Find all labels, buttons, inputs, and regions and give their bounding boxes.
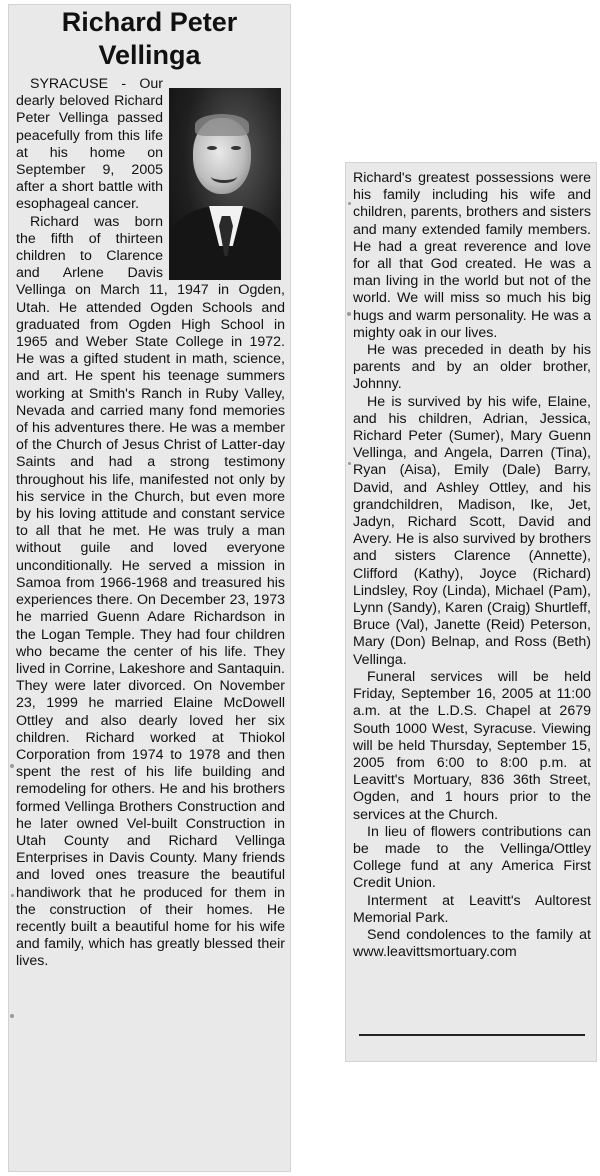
paragraph-survived: He is survived by his wife, Elaine, and his children, Adrian, Jessica, Richard Peter (Sumer), Mary Guenn Vellinga, and Angela, Darren (Tina), Ryan (Aisa), Emily (Dale) Barry, David, and Ashley Ottley, and his grandchildren, Madison, Ike, Jet, Jadyn, Richard Scott, David and Avery. He is also survived by brothers and sisters Clarence (Annette), Clifford (Kathy), Joyce (Richard) Lindsley, Roy (Linda), Michael (Pam), Lynn (Sandy), Karen (Craig) Shurtleff, Bruce (Val), Janette (Reid) Peterson, Mary (Don) Belnap, and Ross (Beth) Vellinga.	[353, 393, 591, 668]
headline-line-2: Vellinga	[98, 40, 201, 70]
headline-line-1: Richard Peter	[61, 7, 238, 37]
paragraph-life: Richard was born the fifth of thirteen children to Clarence and Arlene Davis Vellinga on March 11, 1947 in Ogden, Utah. He attended Ogden Schools and graduated from Ogden High School in 1965 and Weber State College in 1972. He was a gifted student in math, science, and art. He spent his teenage summers working at Smith's Ranch in Ruby Valley, Nevada and carried many fond memories of his adventures there. He was a member of the Church of Jesus Christ of Latter-day Saints and had a strong testimony throughout his life, manifested not only by his service in the Church, but even more by his loving attitude and constant service to all that he met. He was truly a man without guile and loved everyone unconditionally. He served a mission in Samoa from 1966-1968 and treasured his experiences there. On December 23, 1973 he married Guenn Adare Richardson in the Logan Temple. They had four children who became the center of his life. They lived in Corrine, Lakeshore and Santaquin. They were later divorced. On November 23, 1999 he married Elaine McDowell Ottley and also dearly loved her six children. Richard worked at Thiokol Corporation from 1974 to 1978 and then spent the rest of his life building and remodeling for others. He and his brothers formed Vellinga Brothers Construction and he later owned Vel-built Construction in Utah County and Richard Vellinga Enterprises in Davis County. Many friends and loved ones treasure the beautiful handiwork that he produced for them in the construction of their homes. He recently built a beautiful home for his wife and family, which has greatly blessed their lives.	[16, 213, 285, 970]
paragraph-intro: SYRACUSE - Our dearly beloved Richard Peter Vellinga passed peacefully from this life at his home on September 9, 2005 after a short battle with esophageal cancer.	[16, 76, 163, 213]
right-column-text	[345, 162, 597, 961]
portrait-photo	[169, 88, 281, 280]
paragraph-possessions: Richard's greatest possessions were his family including his wife and children, parents, brothers and sisters and many extended family members. He had a great reverence and love for all that God created. He was a man living in the world but not of the world. We will miss so much his big hugs and warm personality. He was a mighty oak in our lives.	[353, 170, 591, 341]
paragraph-preceded: He was preceded in death by his parents and by an older brother, Johnny.	[353, 342, 591, 393]
obituary-headline	[8, 6, 291, 72]
paragraph-funeral: Funeral services will be held Friday, September 16, 2005 at 11:00 a.m. at the L.D.S. Chapel at 2679 South 1000 West, Syracuse. Viewing will be held Thursday, September 15, 2005 from 6:00 to 8:00 p.m. at Leavitt's Mortuary, 836 36th Street, Ogden, and 1 hours prior to the services at the Church.	[353, 668, 591, 823]
left-column-text	[8, 76, 291, 971]
closing-rule	[359, 1034, 585, 1036]
obituary-clipping-right	[345, 162, 597, 1062]
paragraph-contributions: In lieu of flowers contributions can be made to the Vellinga/Ottley College fund at any America First Credit Union.	[353, 823, 591, 892]
obituary-clipping-left	[8, 4, 291, 1172]
paragraph-interment: Interment at Leavitt's Aultorest Memorial Park.	[353, 892, 591, 926]
paragraph-condolences: Send condolences to the family at www.leavittsmortuary.com	[353, 926, 591, 961]
